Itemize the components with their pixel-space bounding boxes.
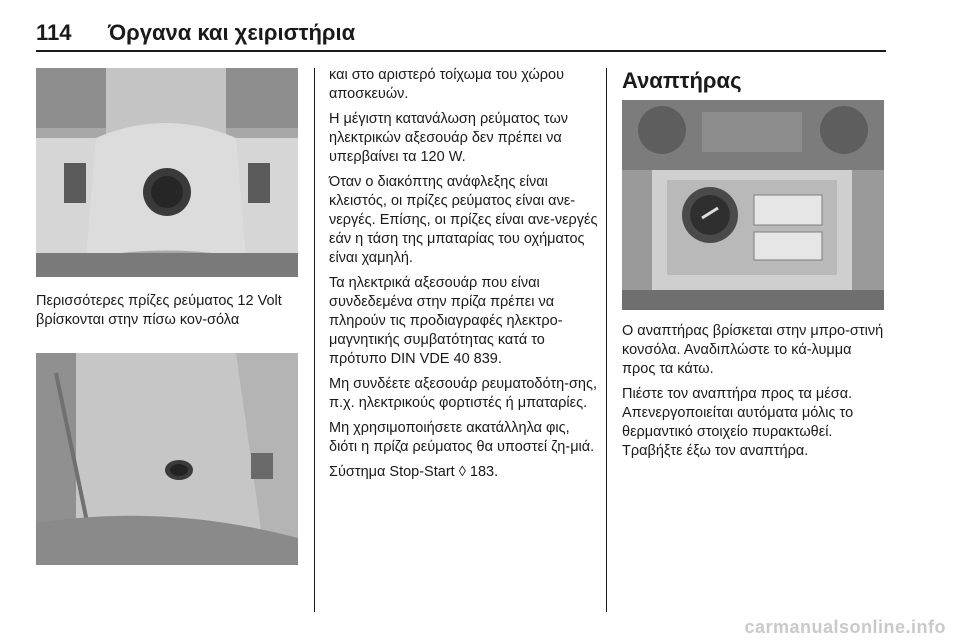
caption-rear-sockets: Περισσότερες πρίζες ρεύματος 12 Volt βρίσκονται στην πίσω κον-σόλα [36, 293, 282, 328]
paragraph: Τα ηλεκτρικά αξεσουάρ που είναι συνδεδεμένα στην πρίζα πρέπει να πληρούν τις προδιαγραφές ηλεκτρο-μαγνητικής συμβατότητας κατά το πρότυπο DIN VDE 40 839. [329, 275, 563, 367]
column-divider-left [314, 68, 315, 612]
paragraph: Ο αναπτήρας βρίσκεται στην μπρο-στινή κονσόλα. Αναδιπλώστε το κά-λυμμα προς τα κάτω. [622, 323, 884, 377]
paragraph: Όταν ο διακόπτης ανάφλεξης είναι κλειστός, οι πρίζες ρεύματος είναι ανε-νεργές. Επίσης, οι πρίζες είναι ανε-νεργές εάν η τάση της μπαταρίας του οχήματος είναι χαμηλή. [329, 174, 598, 266]
column-divider-right [606, 68, 607, 612]
cigarette-lighter-photo [622, 100, 884, 310]
section-heading: Αναπτήρας [622, 68, 742, 93]
header-rule [36, 50, 886, 52]
rear-console-socket-photo [36, 68, 298, 277]
paragraph: και στο αριστερό τοίχωμα του χώρου αποσκευών. [329, 67, 565, 102]
watermark: carmanualsonline.info [744, 617, 946, 637]
crossref-arrow-icon: ◊ [458, 464, 466, 480]
luggage-compartment-socket-photo [36, 353, 298, 565]
paragraph: Πιέστε τον αναπτήρα προς τα μέσα. Απενεργοποιείται αυτόματα μόλις το θερμαντικό στοιχείο πυρακτωθεί. Τραβήξτε έξω τον αναπτήρα. [622, 386, 854, 459]
cross-reference [329, 463, 599, 482]
page-title: Όργανα και χειριστήρια [108, 20, 356, 45]
paragraph: Μη συνδέετε αξεσουάρ ρευματοδότη-σης, π.χ. ηλεκτρικούς φορτιστές ή μπαταρίες. [329, 376, 598, 411]
paragraph: Μη χρησιμοποιήσετε ακατάλληλα φις, διότι η πρίζα ρεύματος θα υποστεί ζη-μιά. [329, 420, 595, 455]
middle-column-text [329, 66, 599, 488]
crossref-page[interactable]: 183. [469, 464, 499, 480]
page-header [36, 20, 886, 50]
right-column-text [622, 322, 884, 467]
paragraph: Η μέγιστη κατανάλωση ρεύματος των ηλεκτρικών αξεσουάρ δεν πρέπει να υπερβαίνει τα 120 W. [329, 111, 569, 165]
crossref-text: Σύστημα Stop-Start [329, 464, 455, 480]
page-number: 114 [36, 20, 72, 45]
